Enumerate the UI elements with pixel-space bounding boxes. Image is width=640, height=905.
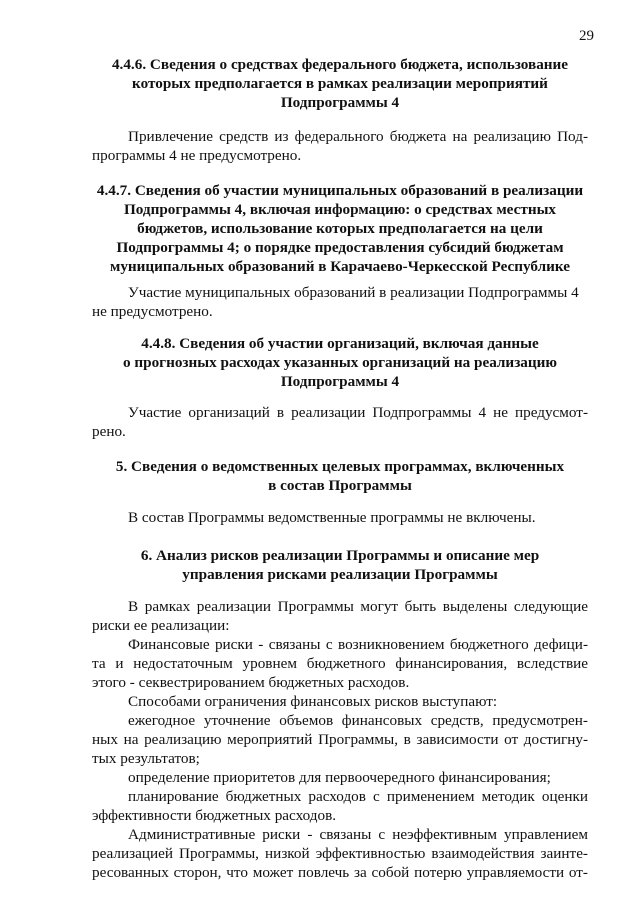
section-heading-4-4-7 [80,181,600,276]
heading-line: которых предполагается в рамках реализации мероприятий [132,75,548,92]
section-heading-5 [80,457,600,495]
section-body-5 [92,508,588,527]
body-line: Административные риски - связаны с неэффективным управлением [128,826,588,843]
heading-line: в состав Программы [268,477,412,494]
section-heading-4-4-6 [80,55,600,112]
body-line: планирование бюджетных расходов с применением методик оценки [128,788,588,805]
heading-line: управления рисками реализации Программы [182,566,498,583]
body-line: тых результатов; [92,750,200,767]
page-number: 29 [579,28,594,44]
heading-line: бюджетов, использование которых предполагается на цели [137,220,543,237]
body-line: В рамках реализации Программы могут быть выделены следующие [128,598,588,615]
heading-line: Подпрограммы 4; о порядке предоставления субсидий бюджетам [116,239,564,256]
heading-line: Подпрограммы 4 [280,373,400,390]
body-line: эффективности бюджетных расходов. [92,807,337,824]
section-body-4-4-6 [92,127,588,165]
heading-line: 4.4.6. Сведения о средствах федерального бюджета, использование [111,56,569,73]
heading-line: Подпрограммы 4 [280,94,400,111]
section-body-6 [92,597,588,882]
body-line: риски ее реализации: [92,617,230,634]
body-line: Привлечение средств из федерального бюджета на реализацию Под- [128,128,588,145]
body-line: не предусмотрено. [92,303,213,320]
section-heading-6 [80,546,600,584]
heading-line: 6. Анализ рисков реализации Программы и описание мер [140,547,540,564]
heading-line: Подпрограммы 4, включая информацию: о средствах местных [123,201,557,218]
body-line: Участие организаций в реализации Подпрограммы 4 не предусмот- [128,404,588,421]
body-line: ных на реализацию мероприятий Программы, в зависимости от достигну- [92,731,588,748]
body-line: Способами ограничения финансовых рисков выступают: [128,693,498,710]
body-line: та и недостаточным уровнем бюджетного финансирования, вследствие [92,655,588,672]
body-line: программы 4 не предусмотрено. [92,147,302,164]
section-heading-4-4-8 [80,334,600,391]
body-line: ресованных сторон, что может повлечь за собой потерю управляемости от- [92,864,588,881]
body-line: рено. [92,423,126,440]
heading-line: о прогнозных расходах указанных организаций на реализацию [122,354,557,371]
heading-line: 5. Сведения о ведомственных целевых программах, включенных [115,458,565,475]
body-line: реализацией Программы, низкой эффективностью взаимодействия заинте- [92,845,588,862]
body-line: ежегодное уточнение объемов финансовых средств, предусмотрен- [128,712,588,729]
body-line: этого - секвестрированием бюджетных расходов. [92,674,410,691]
heading-line: 4.4.7. Сведения об участии муниципальных образований в реализации [96,182,584,199]
body-line: определение приоритетов для первоочередного финансирования; [128,769,551,786]
body-line: Финансовые риски - связаны с возникновением бюджетного дефици- [128,636,588,653]
heading-line: муниципальных образований в Карачаево-Черкесской Республике [109,258,571,275]
heading-line: 4.4.8. Сведения об участии организаций, включая данные [141,335,539,352]
body-line: В состав Программы ведомственные программы не включены. [128,509,536,526]
body-line: Участие муниципальных образований в реализации Подпрограммы 4 [128,284,579,301]
section-body-4-4-8 [92,403,588,441]
section-body-4-4-7 [92,283,588,321]
